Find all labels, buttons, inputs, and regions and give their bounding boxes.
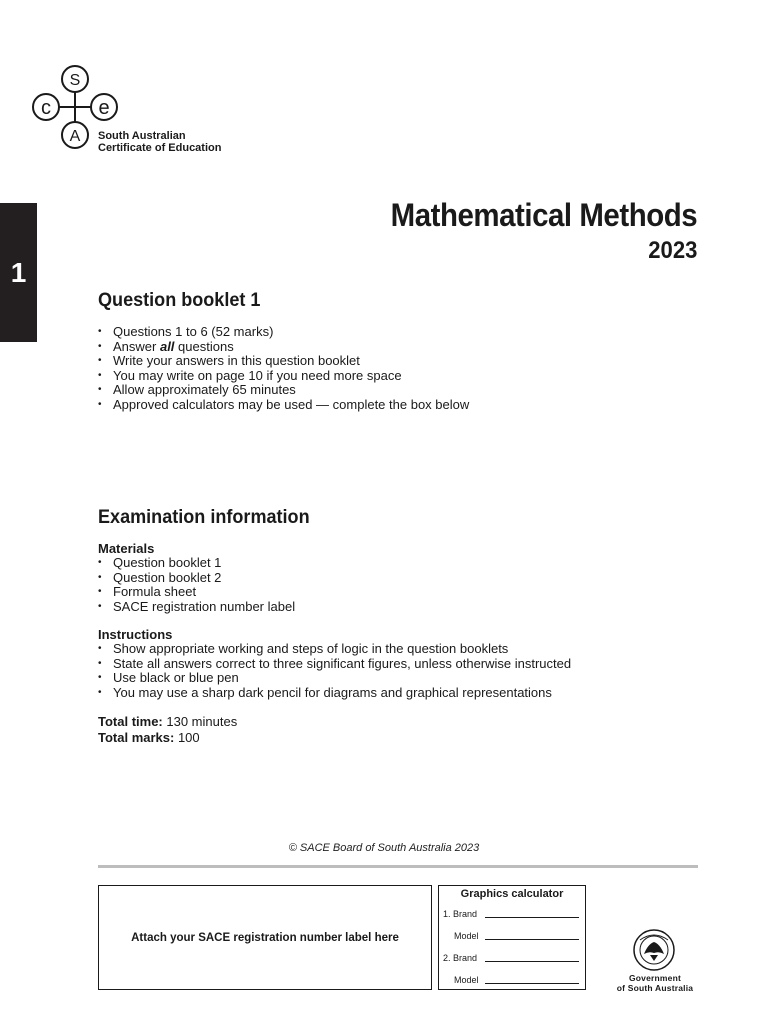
registration-label-box[interactable] xyxy=(98,885,432,990)
logo-letter-s: S xyxy=(69,72,81,89)
list-item: • Write your answers in this question booklet xyxy=(98,354,469,369)
logo-letter-c: c xyxy=(41,97,51,119)
government-crest-icon xyxy=(630,928,678,972)
list-item: • Questions 1 to 6 (52 marks) xyxy=(98,325,469,340)
graphics-calculator-box xyxy=(438,885,586,990)
copyright-notice: © SACE Board of South Australia 2023 xyxy=(288,842,480,854)
brand-2-field[interactable] xyxy=(485,961,579,962)
gov-line2: of South Australia xyxy=(616,983,694,993)
list-item-answer-all: • Answer all questions xyxy=(98,340,469,355)
list-item: • You may use a sharp dark pencil for diagrams and graphical representations xyxy=(98,686,571,701)
brand-1-label: 1. Brand xyxy=(443,909,478,919)
materials-list xyxy=(98,556,295,614)
subject-title: Mathematical Methods xyxy=(390,197,697,233)
exam-info-heading: Examination information xyxy=(98,507,310,528)
model-2-field[interactable] xyxy=(485,983,579,984)
brand-1-field[interactable] xyxy=(485,917,579,918)
list-item: • Question booklet 2 xyxy=(98,571,295,586)
calculator-box-title: Graphics calculator xyxy=(460,888,564,900)
list-item: • Approved calculators may be used — complete the box below xyxy=(98,398,469,413)
list-item: • Question booklet 1 xyxy=(98,556,295,571)
divider xyxy=(98,865,698,868)
logo-org-line1: South Australian xyxy=(98,130,186,142)
list-item: • SACE registration number label xyxy=(98,600,295,615)
model-1-label: Model xyxy=(454,931,479,941)
list-item: • Use black or blue pen xyxy=(98,671,571,686)
list-item: • You may write on page 10 if you need more space xyxy=(98,369,469,384)
registration-label-text: Attach your SACE registration number label here xyxy=(131,931,399,944)
instructions-heading: Instructions xyxy=(98,627,173,642)
booklet-list xyxy=(98,325,469,413)
total-marks: Total marks: 100 xyxy=(98,729,200,745)
booklet-number-tab: 1 xyxy=(0,203,37,342)
gov-line1: Government xyxy=(628,973,682,983)
logo-letter-a: A xyxy=(69,128,81,145)
list-item: • Show appropriate working and steps of logic in the question booklets xyxy=(98,642,571,657)
logo-org-line2: Certificate of Education xyxy=(98,142,222,154)
list-item: • Allow approximately 65 minutes xyxy=(98,383,469,398)
list-item: • Formula sheet xyxy=(98,585,295,600)
logo-letter-e: e xyxy=(98,97,110,119)
total-time: Total time: 130 minutes xyxy=(98,714,238,729)
list-item: • State all answers correct to three significant figures, unless otherwise instructed xyxy=(98,657,571,672)
materials-heading: Materials xyxy=(98,541,155,556)
instructions-list xyxy=(98,642,571,700)
brand-2-label: 2. Brand xyxy=(443,953,478,963)
logo-org-name xyxy=(98,130,221,154)
booklet-heading: Question booklet 1 xyxy=(98,290,261,311)
totals xyxy=(98,714,237,745)
exam-year: 2023 xyxy=(647,237,697,264)
model-2-label: Model xyxy=(454,975,479,985)
government-text xyxy=(604,973,706,993)
model-1-field[interactable] xyxy=(485,939,579,940)
